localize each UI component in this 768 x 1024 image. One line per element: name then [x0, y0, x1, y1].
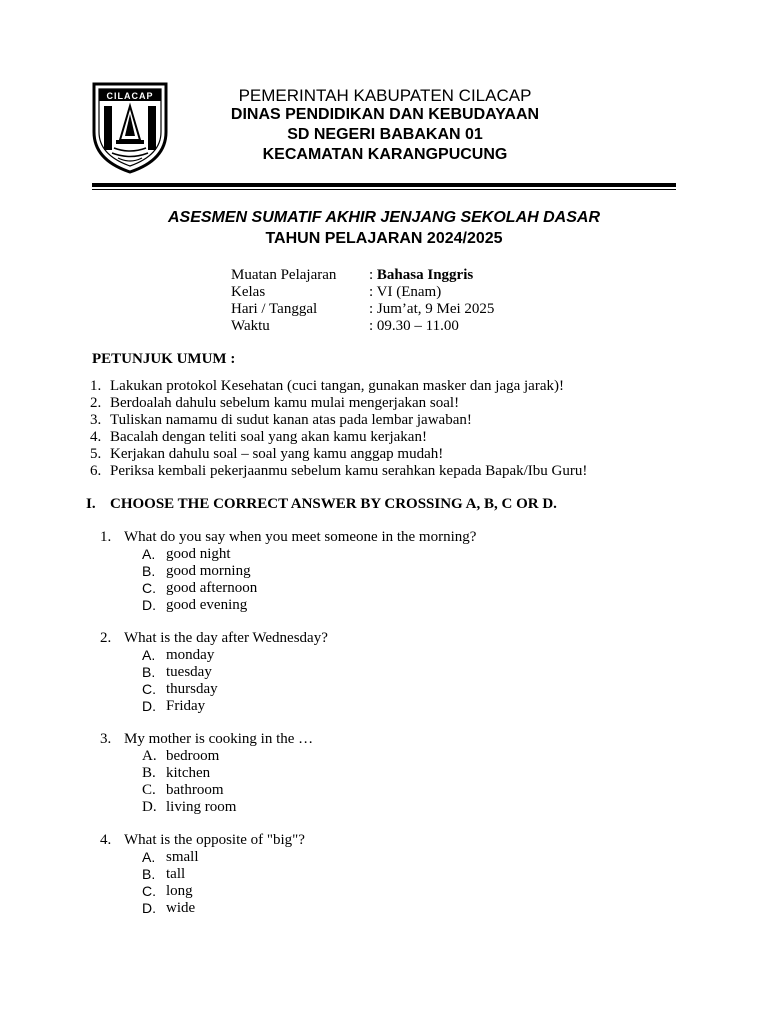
- list-item-number: 3.: [90, 412, 102, 428]
- answer-option[interactable]: [100, 647, 660, 664]
- exam-year: TAHUN PELAJARAN 2024/2025: [265, 230, 503, 247]
- answer-option[interactable]: [100, 900, 660, 917]
- option-letter: D.: [142, 900, 156, 916]
- question-3: [100, 731, 660, 816]
- info-label: Kelas: [231, 284, 266, 300]
- letterhead-divider-thin: [92, 189, 676, 190]
- question-text: What do you say when you meet someone in the morning?: [124, 529, 477, 545]
- option-text: good morning: [166, 563, 251, 579]
- answer-option[interactable]: [100, 765, 660, 782]
- answer-option[interactable]: [100, 782, 660, 799]
- list-item-text: Lakukan protokol Kesehatan (cuci tangan, gunakan masker dan jaga jarak)!: [110, 378, 564, 394]
- option-text: good evening: [166, 597, 248, 613]
- list-item-text: Bacalah dengan teliti soal yang akan kamu kerjakan!: [110, 429, 427, 445]
- option-letter: C.: [142, 580, 156, 596]
- list-item-text: Tuliskan namamu di sudut kanan atas pada lembar jawaban!: [110, 412, 472, 428]
- exam-title: ASESMEN SUMATIF AKHIR JENJANG SEKOLAH DASAR: [167, 209, 601, 226]
- option-letter: A.: [142, 647, 156, 663]
- option-text: living room: [166, 799, 237, 815]
- list-item-text: Berdoalah dahulu sebelum kamu mulai mengerjakan soal!: [110, 395, 460, 411]
- info-separator: :: [369, 267, 377, 283]
- info-value: Bahasa Inggris: [376, 267, 474, 283]
- instructions-title: PETUNJUK UMUM :: [92, 351, 236, 367]
- answer-option[interactable]: [100, 883, 660, 900]
- letterhead-department: DINAS PENDIDIKAN DAN KEBUDAYAAN: [230, 106, 540, 123]
- option-text: kitchen: [166, 765, 211, 781]
- option-letter: D.: [142, 799, 157, 815]
- question-number: 4.: [100, 832, 112, 848]
- info-value: Jum’at, 9 Mei 2025: [376, 301, 495, 317]
- info-label: Waktu: [231, 318, 270, 334]
- cilacap-emblem-icon: [90, 80, 170, 176]
- question-number: 3.: [100, 731, 112, 747]
- info-separator: :: [369, 318, 377, 334]
- letterhead-district: KECAMATAN KARANGPUCUNG: [262, 146, 508, 163]
- question-4: [100, 832, 660, 917]
- option-letter: B.: [142, 664, 156, 680]
- question-text: My mother is cooking in the …: [124, 731, 314, 747]
- answer-option[interactable]: [100, 849, 660, 866]
- answer-option[interactable]: [100, 866, 660, 883]
- info-separator: :: [369, 284, 377, 300]
- list-item-number: 5.: [90, 446, 102, 462]
- answer-option[interactable]: [100, 799, 660, 816]
- section-title: CHOOSE THE CORRECT ANSWER BY CROSSING A, B, C OR D.: [110, 496, 557, 512]
- section-number: I.: [86, 496, 96, 512]
- question-text: What is the day after Wednesday?: [124, 630, 328, 646]
- logo-text: CILACAP: [106, 91, 154, 101]
- option-text: wide: [166, 900, 196, 916]
- list-item: [90, 429, 690, 446]
- info-separator: :: [369, 301, 377, 317]
- list-item: [90, 378, 690, 395]
- answer-option[interactable]: [100, 546, 660, 563]
- list-item: [90, 395, 690, 412]
- option-text: long: [166, 883, 193, 899]
- option-letter: A.: [142, 748, 157, 764]
- option-text: good night: [166, 546, 231, 562]
- option-letter: C.: [142, 782, 156, 798]
- letterhead-government: PEMERINTAH KABUPATEN CILACAP: [238, 86, 532, 105]
- list-item-text: Periksa kembali pekerjaanmu sebelum kamu serahkan kepada Bapak/Ibu Guru!: [110, 463, 588, 479]
- option-letter: C.: [142, 681, 156, 697]
- letterhead-divider-thick: [92, 183, 676, 187]
- option-letter: C.: [142, 883, 156, 899]
- list-item-number: 4.: [90, 429, 102, 445]
- info-label: Hari / Tanggal: [231, 301, 318, 317]
- answer-option[interactable]: [100, 698, 660, 715]
- question-text: What is the opposite of "big"?: [124, 832, 305, 848]
- info-label: Muatan Pelajaran: [231, 267, 337, 283]
- option-text: tall: [166, 866, 186, 882]
- list-item-text: Kerjakan dahulu soal – soal yang kamu anggap mudah!: [110, 446, 444, 462]
- answer-option[interactable]: [100, 664, 660, 681]
- option-text: tuesday: [166, 664, 212, 680]
- option-letter: B.: [142, 563, 156, 579]
- info-value: 09.30 – 11.00: [376, 318, 459, 334]
- option-text: small: [166, 849, 199, 865]
- option-letter: A.: [142, 849, 156, 865]
- list-item-number: 6.: [90, 463, 102, 479]
- option-text: good afternoon: [166, 580, 258, 596]
- option-text: bedroom: [166, 748, 220, 764]
- option-letter: A.: [142, 546, 156, 562]
- list-item-number: 1.: [90, 378, 102, 394]
- instructions-list: [90, 378, 690, 480]
- letterhead-school: SD NEGERI BABAKAN 01: [287, 126, 483, 143]
- option-text: monday: [166, 647, 215, 663]
- list-item: [90, 446, 690, 463]
- list-item: [90, 412, 690, 429]
- question-number: 1.: [100, 529, 112, 545]
- option-text: thursday: [166, 681, 218, 697]
- question-number: 2.: [100, 630, 112, 646]
- list-item-number: 2.: [90, 395, 102, 411]
- option-letter: B.: [142, 866, 156, 882]
- info-value: VI (Enam): [376, 284, 442, 300]
- option-letter: B.: [142, 765, 156, 781]
- answer-option[interactable]: [100, 748, 660, 765]
- answer-option[interactable]: [100, 681, 660, 698]
- question-1: [100, 529, 660, 614]
- answer-option[interactable]: [100, 580, 660, 597]
- option-text: bathroom: [166, 782, 224, 798]
- option-letter: D.: [142, 597, 156, 613]
- question-2: [100, 630, 660, 715]
- option-text: Friday: [166, 698, 206, 714]
- option-letter: D.: [142, 698, 156, 714]
- answer-option[interactable]: [100, 597, 660, 614]
- answer-option[interactable]: [100, 563, 660, 580]
- list-item: [90, 463, 690, 480]
